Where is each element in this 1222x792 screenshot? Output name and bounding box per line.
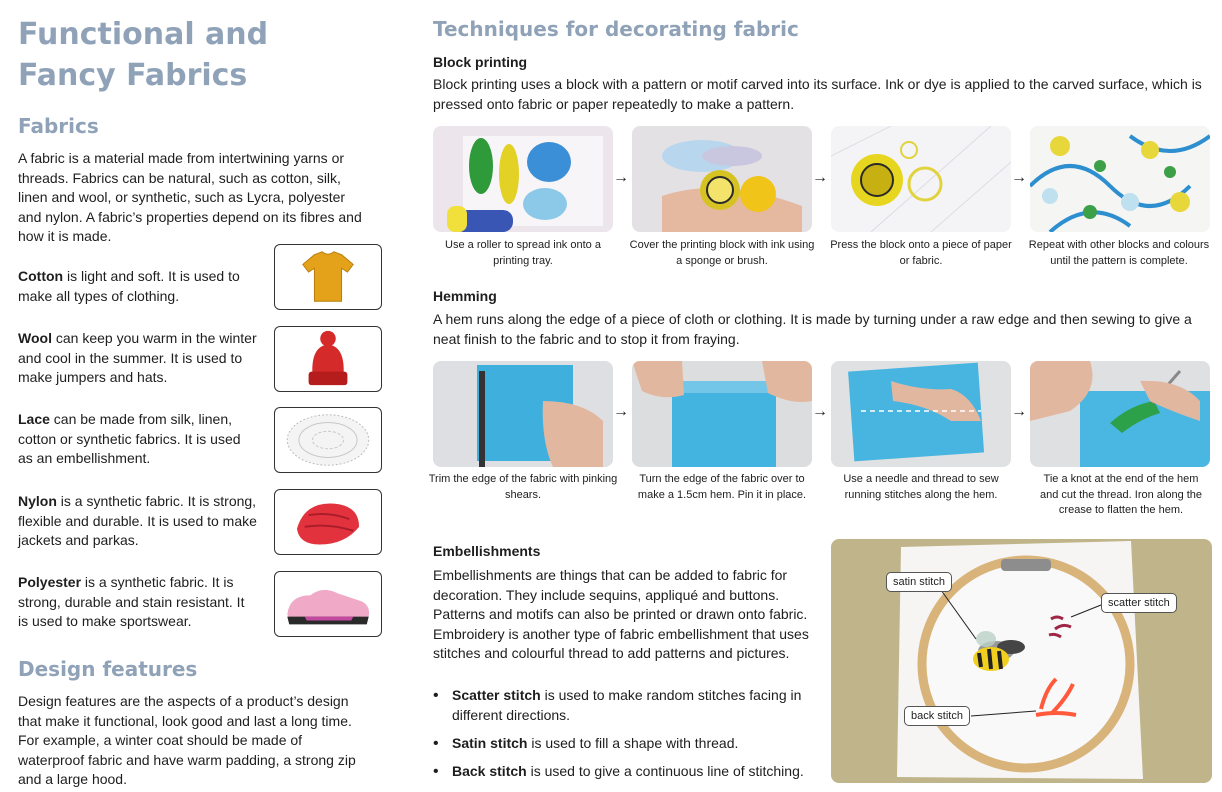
t-shirt-icon bbox=[274, 244, 382, 310]
block-printing-heading: Block printing bbox=[433, 54, 528, 70]
inking-block-photo bbox=[632, 126, 812, 232]
block-caption-4: Repeat with other blocks and colours until the pattern is complete. bbox=[1028, 239, 1210, 267]
puffer-jacket-icon bbox=[274, 489, 382, 555]
fabric-wool-text: Wool can keep you warm in the winter and cool in the summer. It is used to make jumpers and hats. bbox=[18, 330, 257, 385]
list-item: • Back stitch is used to give a continuous line of stitching. bbox=[433, 762, 813, 782]
techniques-heading: Techniques for decorating fabric bbox=[433, 17, 799, 41]
hem-caption-2: Turn the edge of the fabric over to make a 1.5cm hem. Pin it in place. bbox=[637, 473, 807, 501]
fabric-polyester-text: Polyester is a synthetic fabric. It is strong, durable and stain resistant. It is used to make sportswear. bbox=[18, 574, 245, 629]
lace-doily-icon bbox=[274, 407, 382, 473]
arrow-icon: → bbox=[812, 403, 828, 420]
pattern-result-photo bbox=[1030, 126, 1210, 232]
hem-caption-3: Use a needle and thread to sew running stitches along the hem. bbox=[843, 473, 999, 501]
pressing-block-photo bbox=[831, 126, 1011, 232]
list-item: • Satin stitch is used to fill a shape with thread. bbox=[433, 734, 813, 754]
bobble-hat-icon bbox=[274, 326, 382, 392]
embellishments-heading: Embellishments bbox=[433, 543, 541, 559]
hemming-text: A hem runs along the edge of a piece of cloth or clothing. It is made by turning under a raw edge and then sewing to give a neat finish to the fabric and to stop it from fraying. bbox=[433, 311, 1192, 347]
tying-knot-photo bbox=[1030, 361, 1210, 467]
trimming-photo bbox=[433, 361, 613, 467]
arrow-icon: → bbox=[1011, 403, 1027, 420]
stitch-list bbox=[433, 686, 813, 790]
arrow-icon: → bbox=[613, 403, 629, 420]
hem-caption-4: Tie a knot at the end of the hem and cut the thread. Iron along the crease to flatten the hem. bbox=[1039, 473, 1203, 516]
design-heading: Design features bbox=[18, 657, 198, 681]
trainer-icon bbox=[274, 571, 382, 637]
fabric-nylon-text: Nylon is a synthetic fabric. It is strong, flexible and durable. It is used to make jackets and parkas. bbox=[18, 493, 257, 548]
fabric-cotton-text: Cotton is light and soft. It is used to make all types of clothing. bbox=[18, 268, 240, 304]
roller-photo bbox=[433, 126, 613, 232]
hem-caption-1: Trim the edge of the fabric with pinking shears. bbox=[428, 473, 618, 501]
arrow-icon: → bbox=[1011, 169, 1027, 186]
block-caption-1: Use a roller to spread ink onto a printing tray. bbox=[445, 239, 601, 267]
block-caption-2: Cover the printing block with ink using a sponge or brush. bbox=[629, 239, 815, 267]
title-line-2: Fancy Fabrics bbox=[18, 58, 248, 93]
arrow-icon: → bbox=[613, 169, 629, 186]
scatter-stitch-label: scatter stitch bbox=[1101, 593, 1177, 613]
title-line-1: Functional and bbox=[18, 17, 269, 52]
back-stitch-label: back stitch bbox=[904, 706, 970, 726]
fabric-lace-text: Lace can be made from silk, linen, cotton or synthetic fabrics. It is used as an embellishment. bbox=[18, 411, 241, 466]
fabrics-heading: Fabrics bbox=[18, 114, 99, 138]
turning-hem-photo bbox=[632, 361, 812, 467]
embellishments-text: Embellishments are things that can be added to fabric for decoration. They include sequins, appliqué and buttons. Patterns and motifs can also be printed or drawn onto fabric. Embroidery is another type of fabric embellishment that uses stitches and colourful thread to add patterns and pictures. bbox=[433, 567, 809, 661]
sewing-photo bbox=[831, 361, 1011, 467]
block-printing-text: Block printing uses a block with a pattern or motif carved into its surface. Ink or dye is applied to the carved surface, which is pressed onto fabric or paper repeatedly to make a pattern. bbox=[433, 76, 1202, 112]
block-caption-3: Press the block onto a piece of paper or fabric. bbox=[830, 239, 1012, 267]
page-title bbox=[18, 14, 318, 96]
design-text: Design features are the aspects of a product’s design that make it functional, look good and last a long time. For example, a winter coat should be made of waterproof fabric and have warm padding, a strong zip and a large hood. bbox=[18, 693, 356, 787]
satin-stitch-label: satin stitch bbox=[886, 572, 952, 592]
list-item: • Scatter stitch is used to make random stitches facing in different directions. bbox=[433, 686, 813, 725]
hemming-heading: Hemming bbox=[433, 288, 497, 304]
arrow-icon: → bbox=[812, 169, 828, 186]
fabrics-intro: A fabric is a material made from intertwining yarns or threads. Fabrics can be natural, such as cotton, silk, linen and wool, or synthetic, such as Lycra, polyester and nylon. A fabric’s properties depend on its fibres and how it is made. bbox=[18, 150, 362, 244]
